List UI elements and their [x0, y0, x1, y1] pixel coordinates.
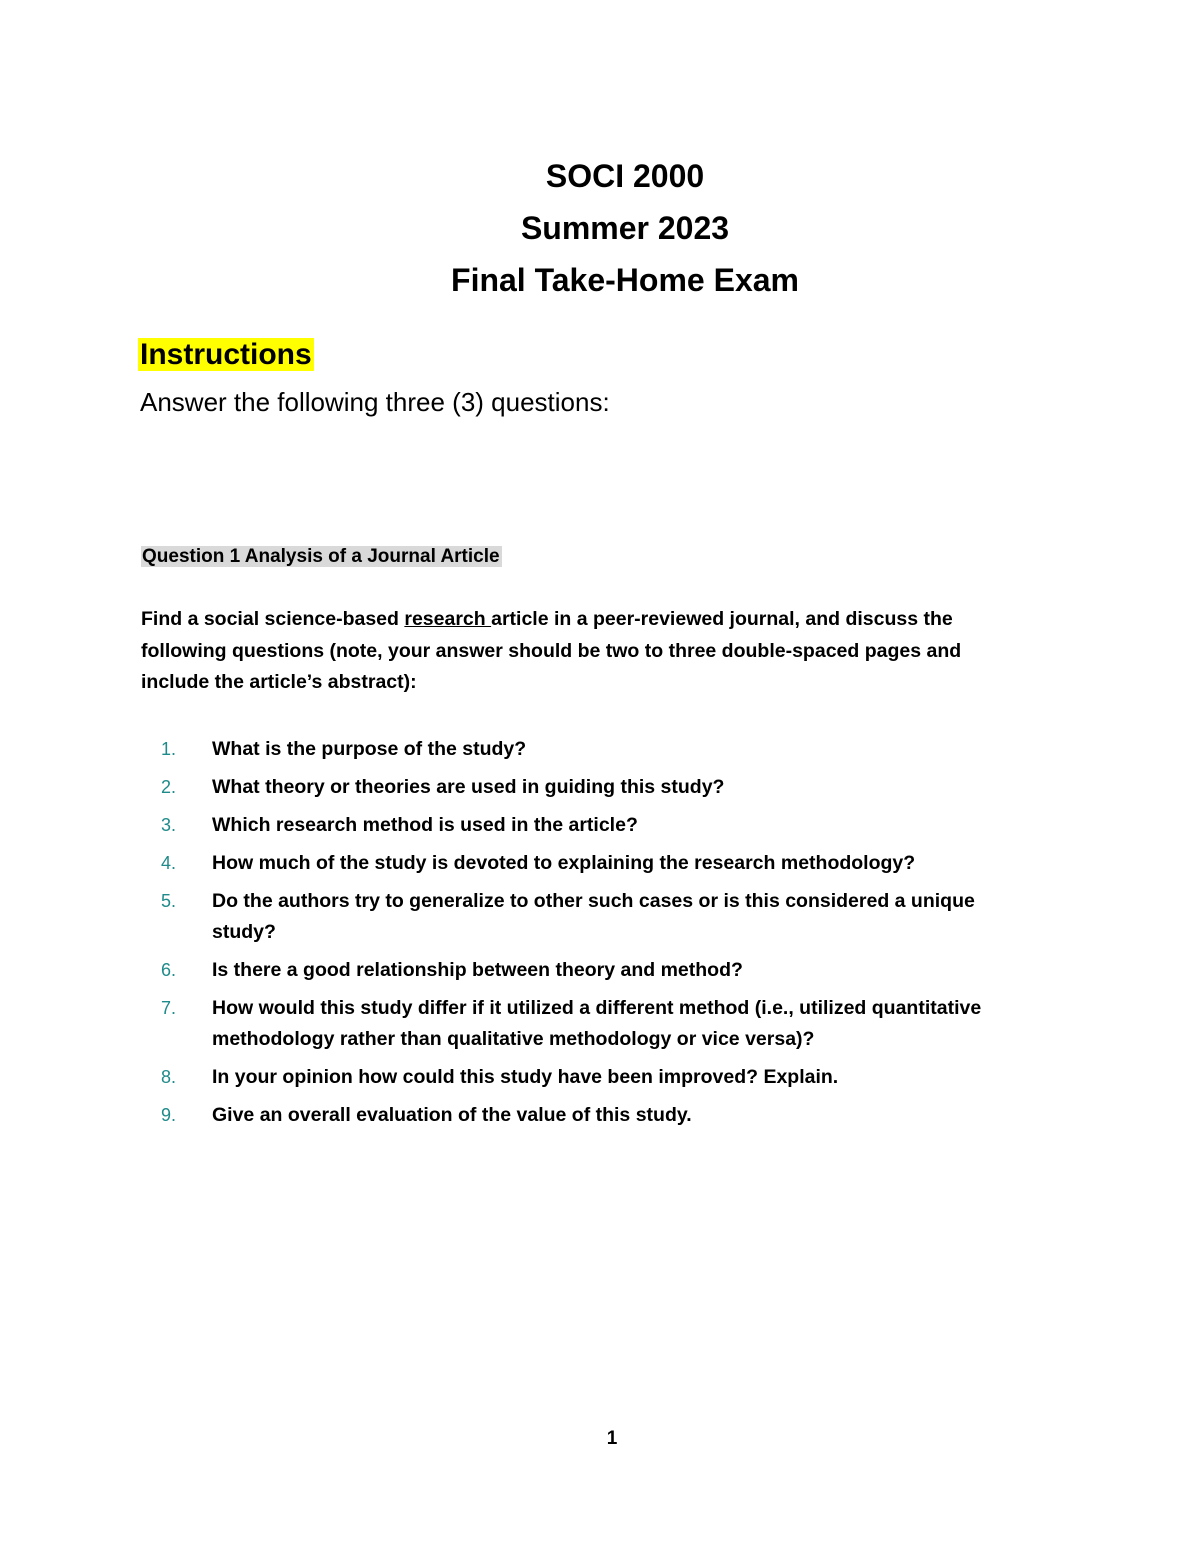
list-item-text: What is the purpose of the study? [212, 738, 527, 760]
list-item-number: 4. [161, 853, 177, 873]
list-item-number: 9. [161, 1105, 177, 1125]
question-1-list [141, 734, 1041, 1138]
exam-term: Summer 2023 [520, 210, 730, 246]
list-item [141, 993, 1041, 1055]
list-item [141, 1062, 1041, 1093]
question-1-intro-start: Find a social science-based [141, 608, 405, 630]
list-item [141, 772, 1041, 803]
list-item [141, 810, 1041, 841]
list-item [141, 734, 1041, 765]
list-item-number: 5. [161, 891, 177, 911]
list-item-number: 8. [161, 1067, 177, 1087]
question-1-intro [141, 604, 1021, 699]
list-item-number: 3. [161, 815, 177, 835]
title-block [0, 150, 1200, 306]
list-item-text: Is there a good relationship between theory and method? [212, 959, 743, 981]
page-number: 1 [606, 1428, 618, 1449]
list-item-number: 7. [161, 998, 177, 1018]
question-1-intro-underlined: research [404, 608, 492, 630]
list-item-text: In your opinion how could this study have been improved? Explain. [212, 1066, 839, 1088]
list-item-number: 2. [161, 777, 177, 797]
list-item-text: Give an overall evaluation of the value of this study. [212, 1104, 692, 1126]
list-item-text: How would this study differ if it utilized a different method (i.e., utilized quantitative methodology rather than qualitative methodology or vice versa)? [212, 997, 982, 1050]
exam-title: Final Take-Home Exam [451, 262, 799, 298]
list-item-text: How much of the study is devoted to explaining the research methodology? [212, 852, 916, 874]
instructions-heading [138, 333, 314, 377]
list-item-number: 1. [161, 739, 177, 759]
question-1-heading-text: Question 1 Analysis of a Journal Article [142, 546, 500, 567]
instructions-text: Answer the following three (3) questions: [140, 387, 610, 417]
list-item-text: What theory or theories are used in guiding this study? [212, 776, 725, 798]
list-item [141, 955, 1041, 986]
course-code: SOCI 2000 [545, 158, 705, 194]
question-1-intro-end: article in a peer-reviewed journal, and discuss the following questions (note, your answer should be two to three double-spaced pages and include the article’s abstract): [141, 608, 962, 693]
list-item [141, 886, 1041, 948]
question-1-heading [141, 542, 502, 572]
list-item [141, 1100, 1041, 1131]
list-item-text: Which research method is used in the article? [212, 814, 638, 836]
list-item-text: Do the authors try to generalize to other such cases or is this considered a unique study? [212, 890, 975, 943]
instructions-heading-text: Instructions [140, 338, 312, 371]
list-item [141, 848, 1041, 879]
list-item-number: 6. [161, 960, 177, 980]
